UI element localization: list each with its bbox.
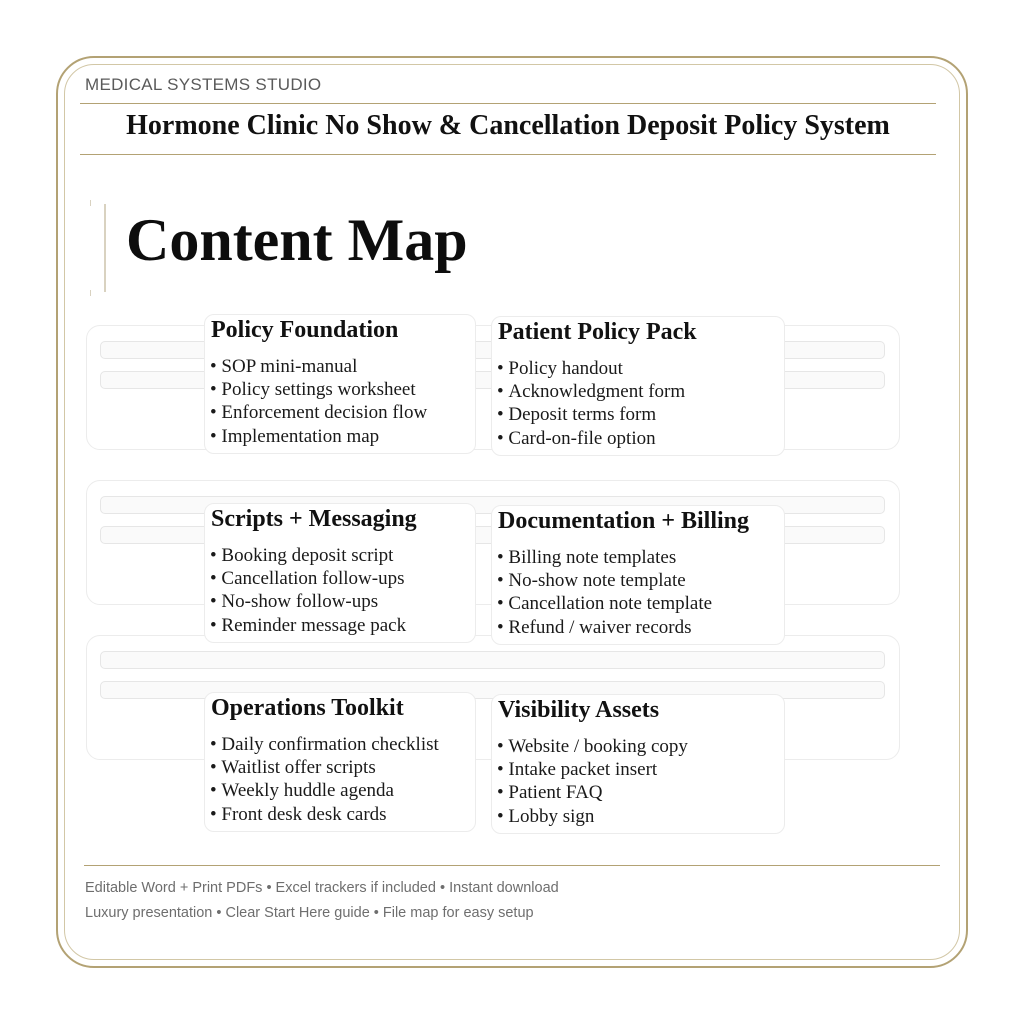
list-item: • Booking deposit script bbox=[210, 544, 406, 567]
card-title: Visibility Assets bbox=[498, 697, 660, 723]
footer-line-1: Editable Word + Print PDFs • Excel trackers if included • Instant download bbox=[85, 880, 559, 896]
card-operations-toolkit bbox=[204, 692, 476, 832]
card-title: Operations Toolkit bbox=[211, 695, 404, 721]
card-item-list bbox=[497, 546, 712, 639]
product-title: Hormone Clinic No Show & Cancellation Deposit Policy System bbox=[126, 110, 890, 141]
card-policy-foundation bbox=[204, 314, 476, 454]
list-item: • Website / booking copy bbox=[497, 735, 688, 758]
list-item: • Implementation map bbox=[210, 425, 427, 448]
card-item-list bbox=[210, 355, 427, 448]
list-item: • Cancellation note template bbox=[497, 592, 712, 615]
list-item: • Daily confirmation checklist bbox=[210, 733, 439, 756]
list-item: • Card-on-file option bbox=[497, 427, 685, 450]
card-title: Policy Foundation bbox=[211, 317, 399, 343]
list-item: • Policy handout bbox=[497, 357, 685, 380]
card-scripts-messaging bbox=[204, 503, 476, 643]
accent-tick-bottom bbox=[90, 290, 91, 296]
list-item: • Reminder message pack bbox=[210, 614, 406, 637]
card-title: Scripts + Messaging bbox=[211, 506, 417, 532]
heading-accent-bar bbox=[104, 204, 106, 292]
accent-tick-top bbox=[90, 200, 91, 206]
card-item-list bbox=[210, 544, 406, 637]
card-visibility-assets bbox=[491, 694, 785, 834]
list-item: • Intake packet insert bbox=[497, 758, 688, 781]
card-patient-policy-pack bbox=[491, 316, 785, 456]
card-title: Documentation + Billing bbox=[498, 508, 750, 534]
list-item: • Patient FAQ bbox=[497, 781, 688, 804]
brand-label: MEDICAL SYSTEMS STUDIO bbox=[85, 75, 322, 94]
list-item: • Waitlist offer scripts bbox=[210, 756, 439, 779]
list-item: • Refund / waiver records bbox=[497, 616, 712, 639]
card-title: Patient Policy Pack bbox=[498, 319, 697, 345]
list-item: • SOP mini-manual bbox=[210, 355, 427, 378]
header-rule-bottom bbox=[80, 154, 936, 155]
list-item: • Lobby sign bbox=[497, 805, 688, 828]
list-item: • Cancellation follow-ups bbox=[210, 567, 406, 590]
card-item-list bbox=[497, 735, 688, 828]
card-documentation-billing bbox=[491, 505, 785, 645]
footer-line-2: Luxury presentation • Clear Start Here guide • File map for easy setup bbox=[85, 905, 534, 921]
list-item: • Front desk desk cards bbox=[210, 803, 439, 826]
footer-rule bbox=[84, 865, 940, 866]
list-item: • Deposit terms form bbox=[497, 403, 685, 426]
list-item: • Weekly huddle agenda bbox=[210, 779, 439, 802]
list-item: • Billing note templates bbox=[497, 546, 712, 569]
list-item: • Enforcement decision flow bbox=[210, 401, 427, 424]
list-item: • Policy settings worksheet bbox=[210, 378, 427, 401]
list-item: • Acknowledgment form bbox=[497, 380, 685, 403]
header-rule-top bbox=[80, 103, 936, 104]
ghost-bar bbox=[100, 651, 885, 669]
card-item-list bbox=[210, 733, 439, 826]
list-item: • No-show note template bbox=[497, 569, 712, 592]
card-item-list bbox=[497, 357, 685, 450]
list-item: • No-show follow-ups bbox=[210, 590, 406, 613]
section-heading: Content Map bbox=[126, 207, 468, 273]
